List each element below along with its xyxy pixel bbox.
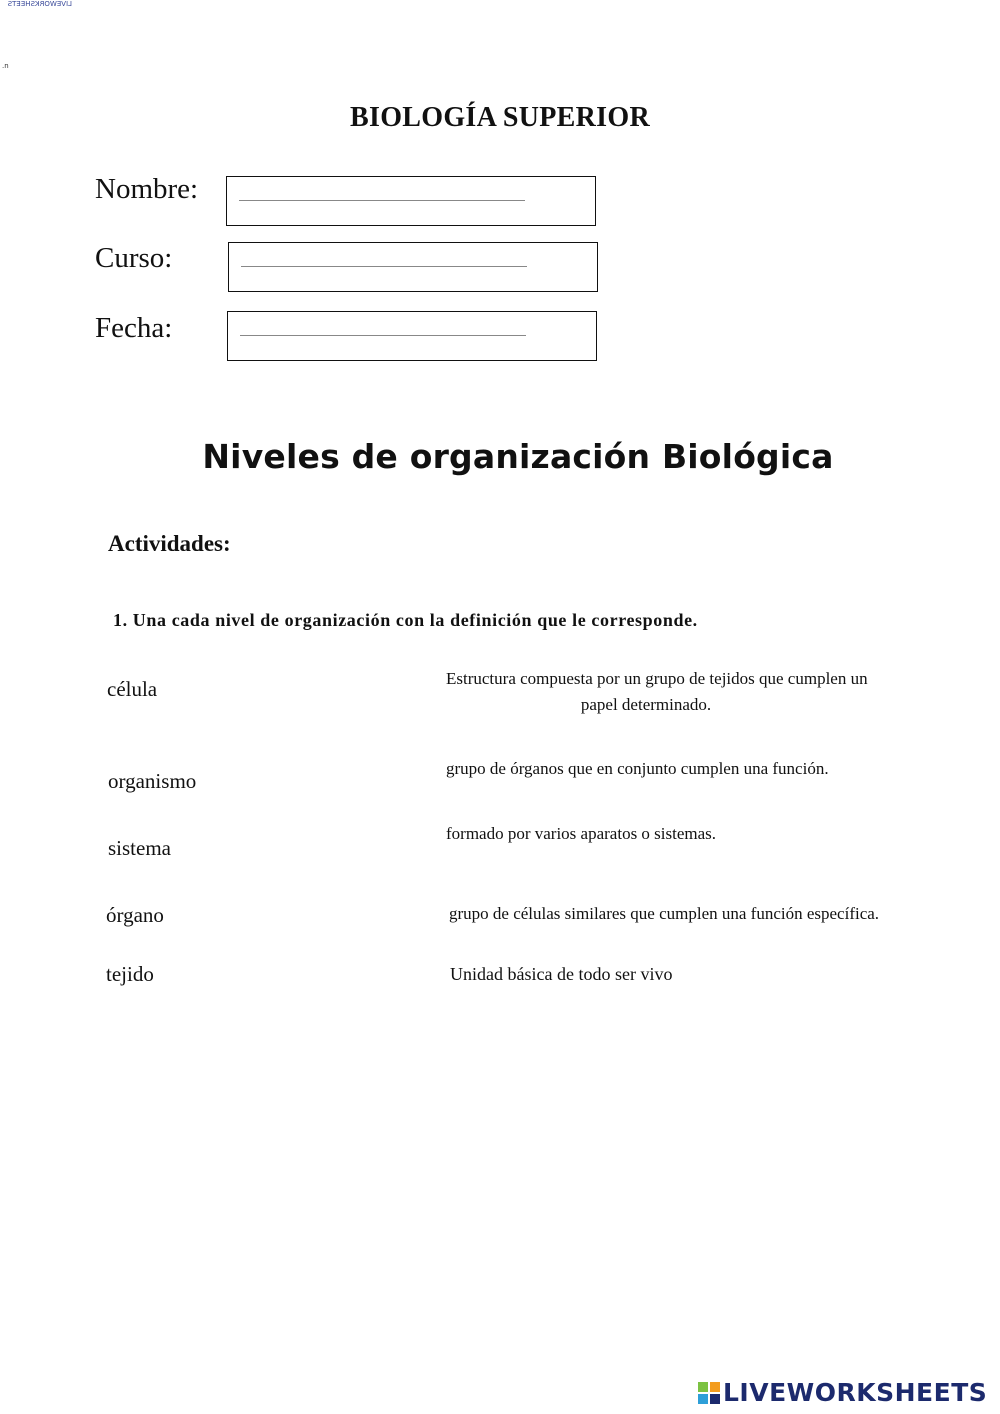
fecha-field[interactable]: [227, 311, 597, 361]
definition-celula[interactable]: Unidad básica de todo ser vivo: [450, 964, 673, 984]
curso-underline: [241, 266, 527, 267]
instruction-text: 1. Una cada nivel de organización con la definición que le corresponde.: [113, 610, 698, 630]
top-watermark-logo: LIVEWORKSHEETS: [7, 0, 72, 8]
school-title: BIOLOGÍA SUPERIOR: [350, 102, 650, 133]
top-mark: .n: [2, 62, 9, 70]
definition-organismo[interactable]: formado por varios aparatos o sistemas.: [446, 824, 717, 843]
nombre-label: Nombre:: [95, 173, 199, 205]
nombre-field[interactable]: [226, 176, 596, 226]
liveworksheets-badge-icon: [698, 1382, 720, 1404]
section-heading: Actividades:: [108, 531, 231, 556]
definition-line: Estructura compuesta por un grupo de tejidos que cumplen un: [446, 669, 868, 688]
liveworksheets-logo-text: LIVEWORKSHEETS: [723, 1378, 988, 1407]
term-sistema[interactable]: sistema: [108, 836, 171, 860]
liveworksheets-logo: [698, 1378, 987, 1407]
fecha-underline: [240, 335, 526, 336]
nombre-underline: [239, 200, 525, 201]
definition-sistema[interactable]: grupo de órganos que en conjunto cumplen una función.: [446, 759, 829, 778]
definition-tejido[interactable]: grupo de células similares que cumplen una función específica.: [449, 904, 880, 923]
term-organismo[interactable]: organismo: [108, 769, 197, 793]
fecha-label: Fecha:: [95, 312, 173, 344]
definition-line: papel determinado.: [580, 695, 712, 714]
worksheet-title: Niveles de organización Biológica: [202, 437, 834, 476]
term-celula[interactable]: célula: [107, 677, 158, 701]
curso-label: Curso:: [95, 242, 173, 274]
term-organo[interactable]: órgano: [106, 903, 164, 927]
definition-organo[interactable]: [446, 666, 906, 718]
term-tejido[interactable]: tejido: [106, 962, 154, 986]
curso-field[interactable]: [228, 242, 598, 292]
